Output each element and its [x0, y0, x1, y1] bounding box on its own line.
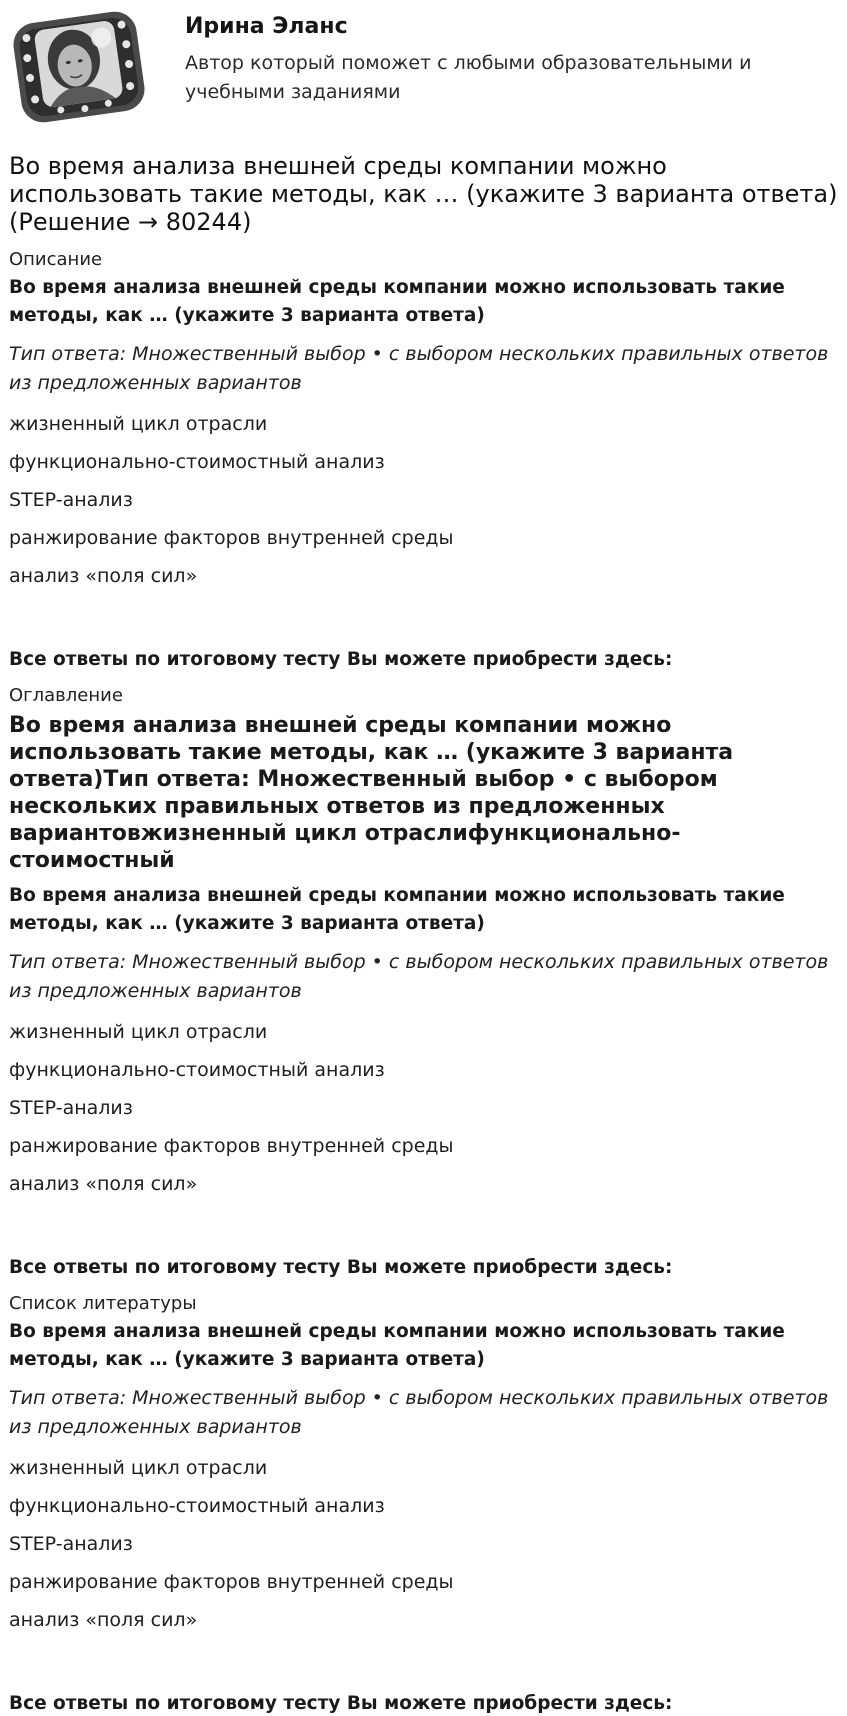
option-item: жизненный цикл отрасли: [9, 1457, 268, 1479]
answer-type-text: Тип ответа: Множественный выбор • с выбором нескольких правильных ответов из предложенных вариантов: [9, 951, 829, 1002]
section-bibliography: [9, 1292, 838, 1716]
option-item: ранжирование факторов внутренней среды: [9, 1571, 454, 1593]
options-list: [9, 412, 838, 588]
section-description: [9, 248, 838, 672]
answer-type-text: Тип ответа: Множественный выбор • с выбором нескольких правильных ответов из предложенных вариантов: [9, 343, 829, 394]
answer-type-text: Тип ответа: Множественный выбор • с выбором нескольких правильных ответов из предложенных вариантов: [9, 1387, 829, 1438]
section-label-bibliography: Список литературы: [9, 1293, 197, 1314]
option-item: функционально-стоимостный анализ: [9, 1059, 385, 1081]
option-item: анализ «поля сил»: [9, 565, 198, 587]
toc-heading: Во время анализа внешней среды компании можно использовать такие методы, как … (укажите 3 варианта ответа)Тип ответа: Множественный выбор • с выбором нескольких правильных ответов из предложенных вариантовжизненный цикл отраслифункционально-стоимостный: [9, 713, 734, 873]
option-item: жизненный цикл отрасли: [9, 413, 268, 435]
option-item: ранжирование факторов внутренней среды: [9, 527, 454, 549]
option-item: ранжирование факторов внутренней среды: [9, 1135, 454, 1157]
options-list: [9, 1020, 838, 1196]
question-text: Во время анализа внешней среды компании можно использовать такие методы, как … (укажите 3 варианта ответа): [9, 1321, 785, 1370]
option-item: жизненный цикл отрасли: [9, 1021, 268, 1043]
buy-answers-text: Все ответы по итоговому тесту Вы можете приобрести здесь:: [9, 1257, 673, 1278]
option-item: функционально-стоимостный анализ: [9, 451, 385, 473]
options-list: [9, 1456, 838, 1632]
author-card: [9, 0, 838, 142]
option-item: анализ «поля сил»: [9, 1609, 198, 1631]
buy-answers-text: Все ответы по итоговому тесту Вы можете приобрести здесь:: [9, 649, 673, 670]
question-text: Во время анализа внешней среды компании можно использовать такие методы, как … (укажите 3 варианта ответа): [9, 885, 785, 934]
author-info: [185, 7, 825, 107]
section-label-description: Описание: [9, 249, 103, 270]
option-item: функционально-стоимостный анализ: [9, 1495, 385, 1517]
option-item: STEP-анализ: [9, 489, 133, 511]
option-item: STEP-анализ: [9, 1097, 133, 1119]
option-item: анализ «поля сил»: [9, 1173, 198, 1195]
option-item: STEP-анализ: [9, 1533, 133, 1555]
section-toc: [9, 684, 838, 1280]
author-name[interactable]: Ирина Эланс: [185, 14, 348, 39]
author-description: Автор который поможет с любыми образовательными и учебными заданиями: [185, 52, 752, 103]
buy-answers-text: Все ответы по итоговому тесту Вы можете приобрести здесь:: [9, 1693, 673, 1714]
page-title: Во время анализа внешней среды компании можно использовать такие методы, как … (укажите 3 варианта ответа) (Решение → 80244): [9, 152, 838, 236]
question-text: Во время анализа внешней среды компании можно использовать такие методы, как … (укажите 3 варианта ответа): [9, 277, 785, 326]
author-avatar-icon[interactable]: [9, 7, 149, 127]
section-label-toc: Оглавление: [9, 685, 123, 706]
